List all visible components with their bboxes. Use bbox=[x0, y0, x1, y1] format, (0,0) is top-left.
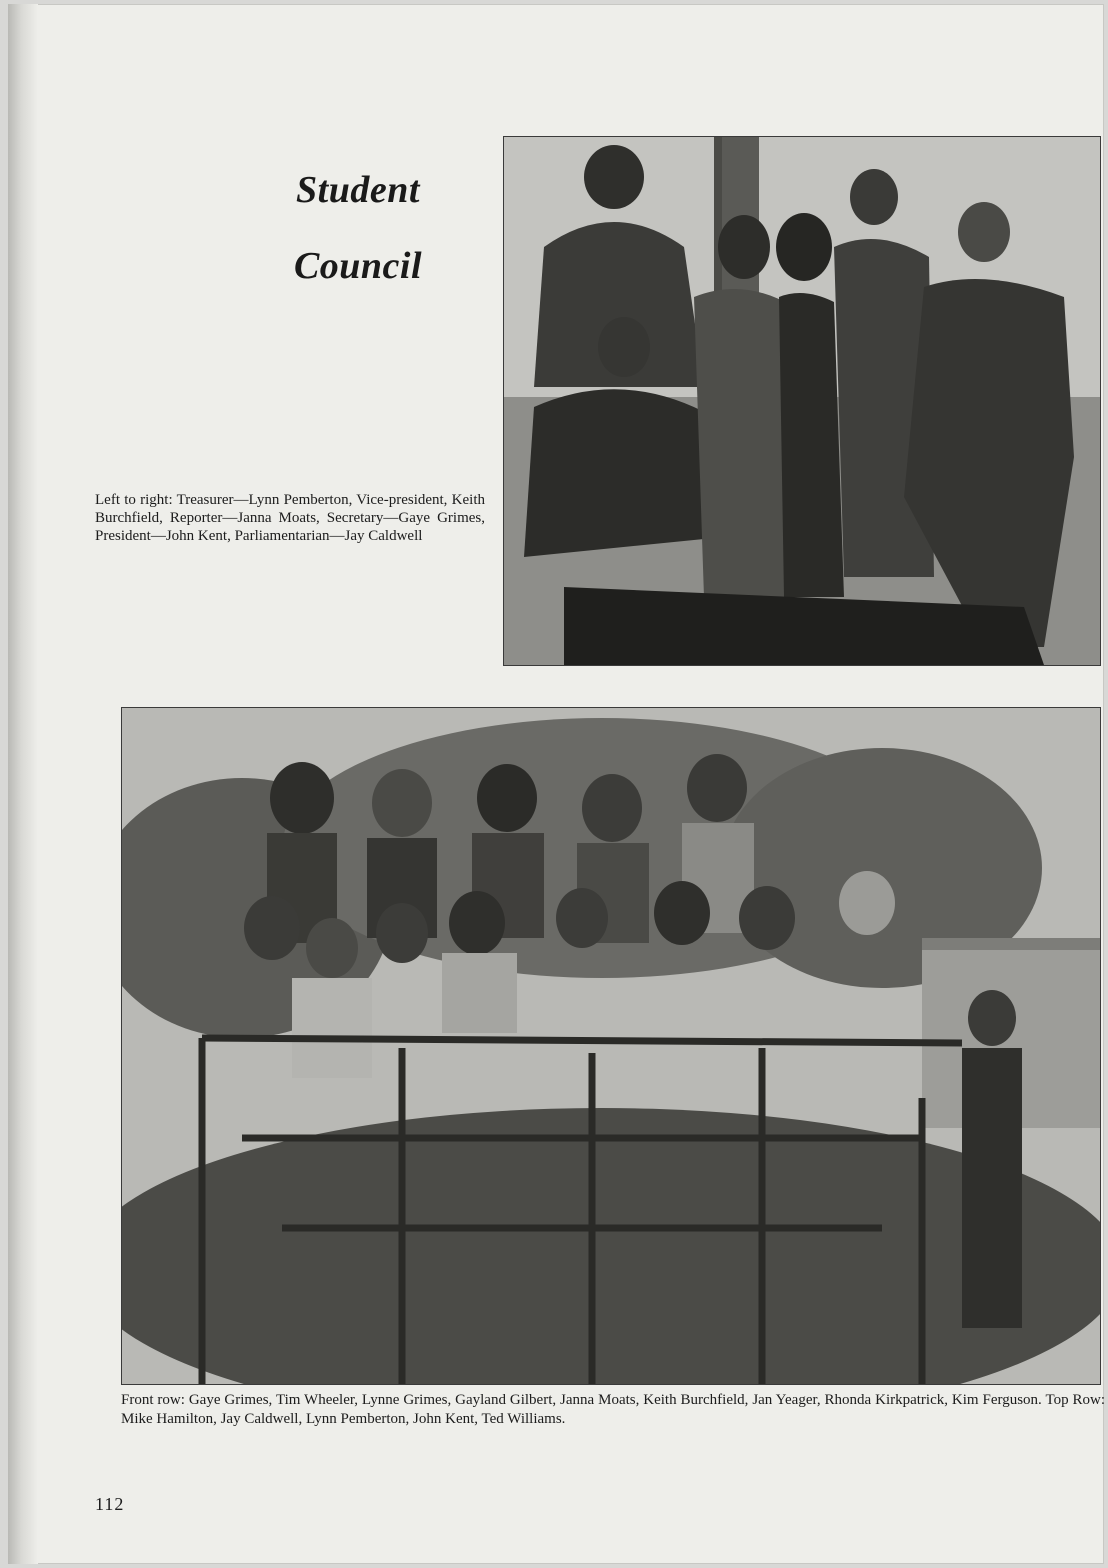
page-title bbox=[208, 152, 508, 304]
council-caption: Front row: Gaye Grimes, Tim Wheeler, Lynne Grimes, Gayland Gilbert, Janna Moats, Keith Burchfield, Jan Yeager, Rhonda Kirkpatrick, Kim Ferguson. Top Row: Mike Hamilton, Jay Caldwell, Lynn Pemberton, John Kent, Ted Williams. bbox=[121, 1392, 1105, 1427]
officers-photo bbox=[503, 136, 1101, 666]
yearbook-page bbox=[8, 4, 1104, 1564]
page-title-line-2: Council bbox=[293, 245, 423, 287]
page-number: 112 bbox=[95, 1494, 125, 1514]
officers-caption: Left to right: Treasurer—Lynn Pemberton, Vice-president, Keith Burchfield, Reporter—Janna Moats, Secretary—Gaye Grimes, President—John Kent, Parliamentarian—Jay Caldwell bbox=[95, 492, 485, 544]
page-binding-shadow bbox=[8, 4, 38, 1564]
page-title-line-1: Student bbox=[296, 169, 420, 211]
council-group-photo bbox=[121, 707, 1101, 1385]
